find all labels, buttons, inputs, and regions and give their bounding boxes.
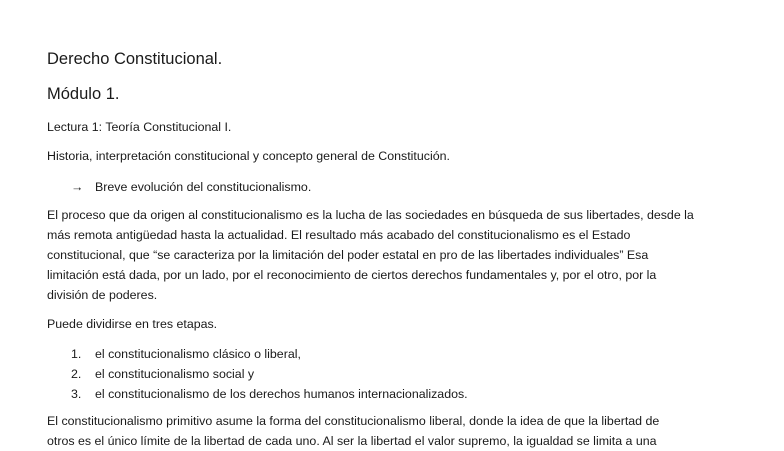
paragraph-line: más remota antigüedad hasta la actualidad. El resultado más acabado del constitucionalismo es el Estado — [47, 228, 631, 242]
paragraph-line: otros es el único límite de la libertad de cada uno. Al ser la libertad el valor supremo, la igualdad se limita a una — [47, 434, 657, 448]
list-item — [71, 364, 468, 384]
paragraph-line: constitucional, que “se caracteriza por la limitación del poder estatal en pro de las libertades individuales” Esa — [47, 248, 649, 262]
paragraph-line: división de poderes. — [47, 288, 158, 302]
list-text: el constitucionalismo de los derechos humanos internacionalizados. — [95, 387, 468, 401]
paragraph-line: limitación está dada, por un lado, por el reconocimiento de ciertos derechos fundamentales y, por el otro, por la — [47, 268, 657, 282]
stages-list — [71, 344, 468, 404]
list-number: 3. — [71, 387, 82, 401]
document-title: Derecho Constitucional. — [47, 50, 223, 68]
list-item — [71, 384, 468, 404]
list-text: el constitucionalismo clásico o liberal, — [95, 347, 301, 361]
module-heading: Módulo 1. — [47, 85, 120, 103]
list-text: el constitucionalismo social y — [95, 367, 255, 381]
list-item — [71, 344, 468, 364]
lecture-heading: Lectura 1: Teoría Constitucional I. — [47, 120, 232, 134]
list-number: 2. — [71, 367, 82, 381]
right-arrow-icon: → — [71, 180, 84, 194]
bullet-item — [71, 177, 311, 197]
paragraph-line: El constitucionalismo primitivo asume la forma del constitucionalismo liberal, donde la idea de que la libertad de — [47, 414, 660, 428]
topic-line: Historia, interpretación constitucional y concepto general de Constitución. — [47, 149, 450, 163]
bullet-text: Breve evolución del constitucionalismo. — [95, 180, 312, 194]
list-number: 1. — [71, 347, 82, 361]
stages-intro: Puede dividirse en tres etapas. — [47, 317, 218, 331]
paragraph-line: El proceso que da origen al constitucionalismo es la lucha de las sociedades en búsqueda de sus libertades, desde la — [47, 208, 694, 222]
